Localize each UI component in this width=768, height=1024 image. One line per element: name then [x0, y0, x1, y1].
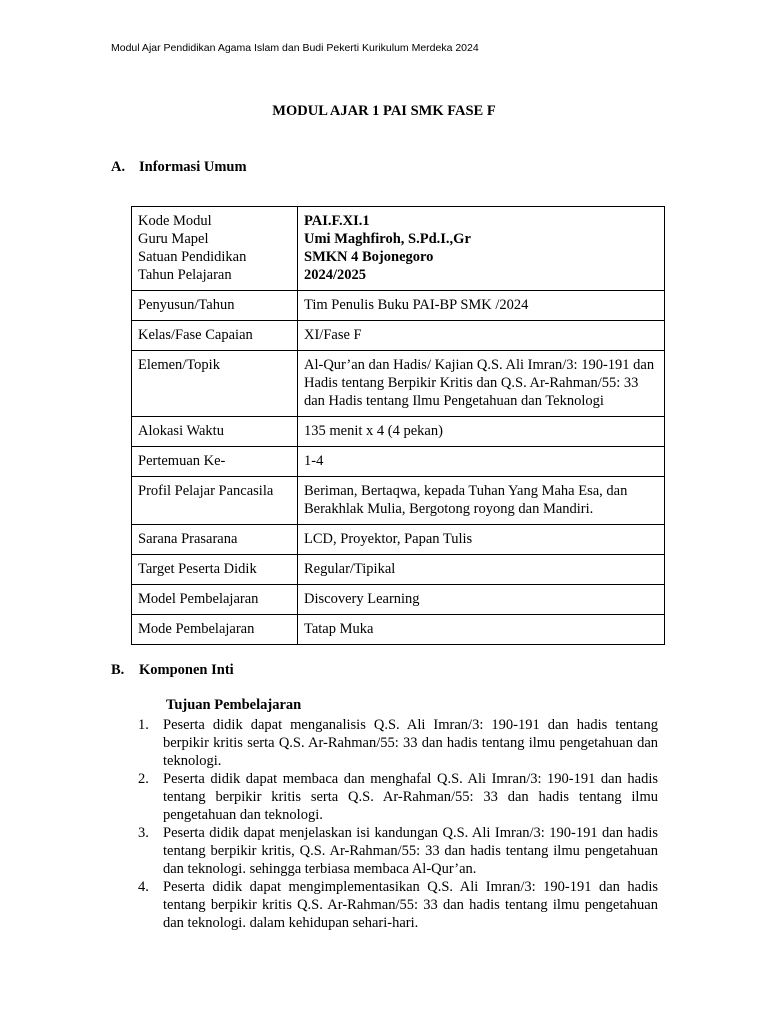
table-value-cell	[298, 207, 665, 291]
section-b-title: Komponen Inti	[139, 662, 234, 678]
value-satuan-pendidikan: SMKN 4 Bojonegoro	[304, 249, 434, 265]
objectives-title: Tujuan Pembelajaran	[166, 697, 302, 713]
list-item-text: Peserta didik dapat menganalisis Q.S. Ali Imran/3: 190-191 dan hadis tentang berpikir kritis serta Q.S. Ar-Rahman/55: 33 dan hadis tentang ilmu pengetahuan dan teknologi.	[163, 717, 658, 769]
table-row	[132, 615, 665, 645]
table-row	[132, 585, 665, 615]
list-item-text: Peserta didik dapat mengimplementasikan Q.S. Ali Imran/3: 190-191 dan hadis tentang berpikir kritis Q.S. Ar-Rahman/55: 33 dan hadis tentang ilmu pengetahuan dan teknologi. dalam kehidupan sehari-hari.	[163, 879, 658, 931]
running-header: Modul Ajar Pendidikan Agama Islam dan Budi Pekerti Kurikulum Merdeka 2024	[111, 42, 479, 54]
section-a-letter: A.	[111, 159, 126, 175]
list-item	[138, 716, 658, 770]
list-item-number: 2.	[138, 771, 149, 787]
list-item-number: 3.	[138, 825, 149, 841]
value-tahun-pelajaran: 2024/2025	[304, 267, 367, 283]
label-guru-mapel: Guru Mapel	[138, 231, 209, 247]
table-label-cell: Model Pembelajaran	[132, 585, 298, 615]
table-label-cell: Alokasi Waktu	[132, 417, 298, 447]
table-value-cell: LCD, Proyektor, Papan Tulis	[298, 525, 665, 555]
list-item-number: 1.	[138, 717, 149, 733]
table-value-cell: Beriman, Bertaqwa, kepada Tuhan Yang Maha Esa, dan Berakhlak Mulia, Bergotong royong dan Mandiri.	[298, 477, 665, 525]
table-value-cell: Tatap Muka	[298, 615, 665, 645]
table-label-cell: Pertemuan Ke-	[132, 447, 298, 477]
label-satuan-pendidikan: Satuan Pendidikan	[138, 249, 247, 265]
list-item	[138, 770, 658, 824]
table-row	[132, 291, 665, 321]
label-kode-modul: Kode Modul	[138, 213, 212, 229]
table-row	[132, 525, 665, 555]
label-tahun-pelajaran: Tahun Pelajaran	[138, 267, 232, 283]
table-row	[132, 477, 665, 525]
table-value-cell: Al-Qur’an dan Hadis/ Kajian Q.S. Ali Imran/3: 190-191 dan Hadis tentang Berpikir Kritis dan Q.S. Ar-Rahman/55: 33 dan Hadis tentang Ilmu Pengetahuan dan Teknologi	[298, 351, 665, 417]
value-kode-modul: PAI.F.XI.1	[304, 213, 370, 229]
section-a-title: Informasi Umum	[139, 159, 247, 175]
table-row	[132, 321, 665, 351]
list-item	[138, 824, 658, 878]
table-value-cell: 135 menit x 4 (4 pekan)	[298, 417, 665, 447]
table-label-cell: Mode Pembelajaran	[132, 615, 298, 645]
table-label-cell: Sarana Prasarana	[132, 525, 298, 555]
table-row	[132, 207, 665, 291]
table-value-cell: Regular/Tipikal	[298, 555, 665, 585]
table-label-cell: Penyusun/Tahun	[132, 291, 298, 321]
value-guru-mapel: Umi Maghfiroh, S.Pd.I.,Gr	[304, 231, 471, 247]
info-table	[131, 206, 665, 645]
section-b-letter: B.	[111, 662, 125, 678]
table-row	[132, 417, 665, 447]
table-value-cell: XI/Fase F	[298, 321, 665, 351]
table-label-cell: Profil Pelajar Pancasila	[132, 477, 298, 525]
section-b-heading	[111, 662, 234, 679]
table-row	[132, 351, 665, 417]
table-label-cell	[132, 207, 298, 291]
table-label-cell: Kelas/Fase Capaian	[132, 321, 298, 351]
table-row	[132, 555, 665, 585]
section-a-heading	[111, 159, 247, 176]
table-label-cell: Elemen/Topik	[132, 351, 298, 417]
table-value-cell: 1-4	[298, 447, 665, 477]
list-item-text: Peserta didik dapat membaca dan menghafal Q.S. Ali Imran/3: 190-191 dan hadis tentang berpikir kritis serta Q.S. Ar-Rahman/55: 33 dan hadis tentang ilmu pengetahuan dan teknologi.	[163, 771, 658, 823]
list-item-number: 4.	[138, 879, 149, 895]
list-item	[138, 878, 658, 932]
table-value-cell: Tim Penulis Buku PAI-BP SMK /2024	[298, 291, 665, 321]
table-value-cell: Discovery Learning	[298, 585, 665, 615]
objectives-list	[138, 716, 658, 932]
table-row	[132, 447, 665, 477]
table-label-cell: Target Peserta Didik	[132, 555, 298, 585]
page-title: MODUL AJAR 1 PAI SMK FASE F	[272, 103, 496, 119]
list-item-text: Peserta didik dapat menjelaskan isi kandungan Q.S. Ali Imran/3: 190-191 dan hadis tentang berpikir kritis, Q.S. Ar-Rahman/55: 33 dan hadis tentang ilmu pengetahuan dan teknologi. sehingga terbiasa membaca Al-Qur’an.	[163, 825, 658, 877]
